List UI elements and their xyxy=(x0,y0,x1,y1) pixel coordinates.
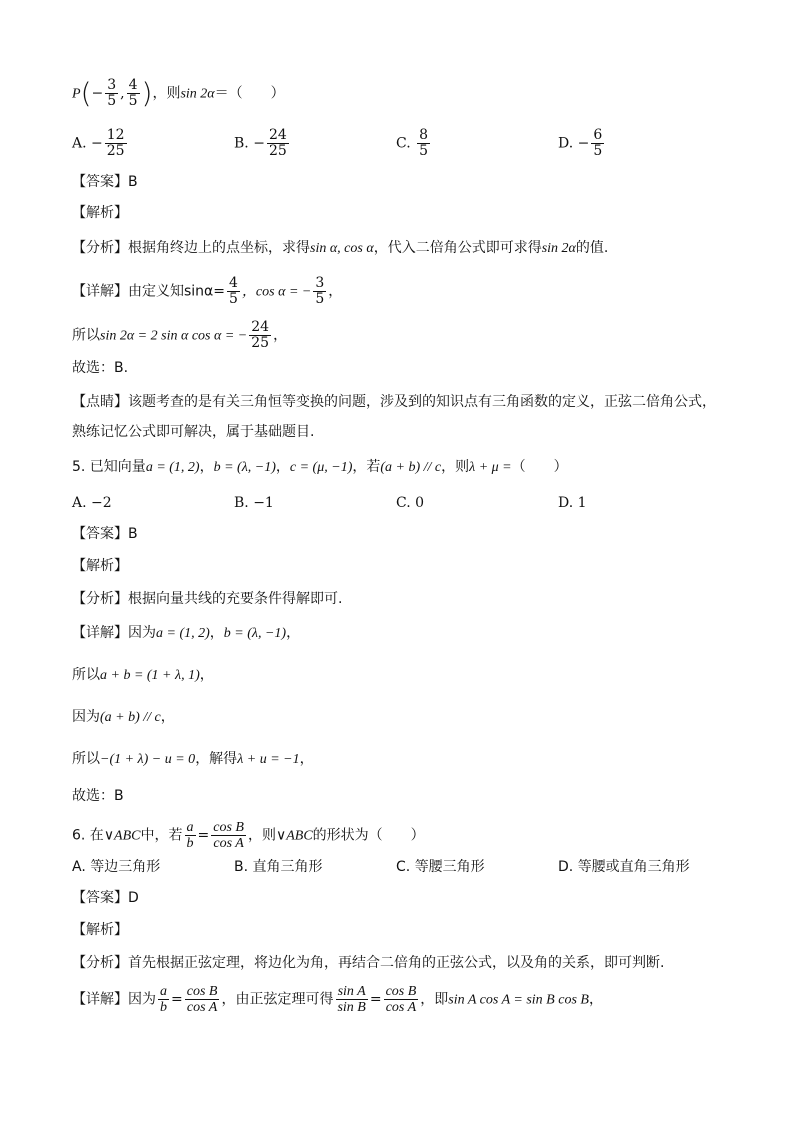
q4-option-c xyxy=(396,128,432,159)
q4-review-2: 熟练记忆公式即可解决，属于基础题目. xyxy=(72,424,315,440)
comma: ， xyxy=(299,751,314,767)
because-expr: (a + b) // c xyxy=(100,710,161,725)
q4-so xyxy=(72,320,287,351)
q6-stem-text: 6. 在 xyxy=(72,827,104,844)
comma: ， xyxy=(209,625,224,641)
opt-frac: $\frac{8}{5}$ xyxy=(419,127,429,159)
detail-cos: ，cos α = − xyxy=(241,284,312,300)
q5-detail xyxy=(72,623,300,644)
opt-label: D. xyxy=(558,495,574,511)
q4-option-b xyxy=(234,128,291,159)
detail-expr: sin A cos A = sin B cos B xyxy=(448,992,589,1008)
sum-text: 所以 xyxy=(72,667,100,683)
opt-label: B. xyxy=(234,859,249,875)
q6-option-d xyxy=(558,857,690,877)
q5-sum xyxy=(72,665,214,686)
q5-stem xyxy=(72,457,568,478)
q6-frac-l: $\frac{a}{b}$ xyxy=(186,820,194,851)
opt-frac: $\frac{12}{25}$ xyxy=(106,127,125,159)
opt-sign: − xyxy=(91,135,103,152)
opt-label: D. xyxy=(558,859,574,875)
paren-close: ) xyxy=(141,76,153,110)
fenxi-expr: sin 2α xyxy=(541,241,576,256)
comma: ， xyxy=(275,459,290,475)
eq-text: 所以 xyxy=(72,751,100,767)
fenxi-text: 的值. xyxy=(575,240,609,256)
opt-text: 直角三角形 xyxy=(252,859,323,875)
q4-choose: 故选：B. xyxy=(72,360,129,376)
detail-frac: $\frac{3}{5}$ xyxy=(315,275,325,307)
d-frac: $\frac{\text{cos B}}{\text{cos A}}$ xyxy=(385,984,417,1015)
q6-frac-r: $\frac{\text{cos B}}{\text{cos A}}$ xyxy=(213,820,244,851)
vec-b: b = (λ, −1) xyxy=(213,460,276,475)
q5-option-a xyxy=(72,493,112,513)
q4-ask: ，则 xyxy=(152,85,181,102)
q5-fenxi: 【分析】根据向量共线的充要条件得解即可. xyxy=(72,591,343,607)
paren-open: ( xyxy=(80,76,92,110)
eq-expr: λ + u = −1 xyxy=(237,752,300,767)
opt-label: C. xyxy=(396,859,411,875)
frac-x: $\frac{3}{5}$ xyxy=(107,77,117,109)
q5-choose: 故选：B xyxy=(72,788,124,804)
vec-c: c = (μ, −1) xyxy=(289,460,353,475)
detail-sin: sinα= xyxy=(184,283,226,300)
q4-fenxi xyxy=(72,238,608,259)
q5-expr: λ + μ = xyxy=(469,460,512,475)
q5-eq xyxy=(72,749,314,770)
q5-tail: （ ） xyxy=(511,459,568,475)
detail-text: 【详解】因为 xyxy=(72,991,156,1008)
comma: ， xyxy=(199,459,214,475)
minus-sign: − xyxy=(91,85,104,102)
frac-y: $\frac{4}{5}$ xyxy=(128,77,138,109)
opt-label: B. xyxy=(234,135,249,152)
point-label: P xyxy=(72,86,81,102)
d-frac: $\frac{a}{b}$ xyxy=(160,984,167,1015)
d-frac: $\frac{\text{cos B}}{\text{cos A}}$ xyxy=(186,984,218,1015)
detail-vec: a = (1, 2) xyxy=(156,626,210,641)
q4-review-1: 【点睛】该题考查的是有关三角恒等变换的问题，涉及到的知识点有三角函数的定义，正弦二倍角公式， xyxy=(72,394,716,410)
so-end: ， xyxy=(273,327,288,344)
q6-stem-text: 中，若 xyxy=(140,827,183,844)
q6-tri: ∨ABC xyxy=(103,828,141,844)
so-expr: sin 2α = 2 sin α cos α = − xyxy=(100,328,248,344)
detail-text: ，即 xyxy=(420,991,449,1008)
eq-text: ，解得 xyxy=(195,751,238,767)
q4-ask-tail: ＝（ ） xyxy=(214,85,285,102)
opt-frac: $\frac{6}{5}$ xyxy=(593,127,603,159)
vec-a: a = (1, 2) xyxy=(145,460,200,475)
detail-text: 【详解】因为 xyxy=(72,625,156,641)
q4-answer: 【答案】B xyxy=(72,174,138,190)
d-frac: $\frac{\text{sin A}}{\text{sin B}}$ xyxy=(337,984,366,1015)
detail-text: 【详解】由定义知 xyxy=(72,283,184,300)
opt-sign: − xyxy=(253,135,265,152)
detail-frac: $\frac{4}{5}$ xyxy=(229,275,238,307)
opt-label: A. xyxy=(72,135,87,152)
q6-detail: 【详解】因为 $\frac{a}{b}$ = $\frac{\text{cos B}}{\text{cos A}}$ ，由正弦定理可得 $\frac{\text{sin A}}{\text{sin B}}$ = $\frac{\text{cos B}}{\text{cos A}}$ ，即sin A cos A = sin B cos B， xyxy=(72,984,603,1015)
q4-ask-expr: sin 2α xyxy=(180,86,215,102)
opt-label: A. xyxy=(72,859,86,875)
opt-text: −2 xyxy=(91,495,112,511)
q5-option-c xyxy=(396,493,424,513)
opt-label: D. xyxy=(558,135,574,152)
q4-option-a xyxy=(72,128,129,159)
q6-stem-text: ，则 xyxy=(247,827,276,844)
q4-option-d xyxy=(558,128,606,159)
opt-label: B. xyxy=(234,495,249,511)
q5-then: ，则 xyxy=(441,459,470,475)
q6-analysis-head: 【解析】 xyxy=(72,922,128,938)
q5-option-b xyxy=(234,493,274,513)
opt-label: C. xyxy=(396,135,411,152)
q6-tri: ∨ABC xyxy=(275,828,313,844)
q4-analysis-head: 【解析】 xyxy=(72,205,128,221)
so-text: 所以 xyxy=(72,327,100,344)
opt-label: A. xyxy=(72,495,87,511)
fenxi-text: 【分析】根据角终边上的点坐标，求得 xyxy=(72,240,310,256)
q5-option-d xyxy=(558,493,587,513)
q5-analysis-head: 【解析】 xyxy=(72,558,128,574)
sum-expr: a + b = (1 + λ, 1) xyxy=(100,668,200,683)
q5-answer: 【答案】B xyxy=(72,526,138,542)
comma: ， xyxy=(286,625,301,641)
opt-frac: $\frac{24}{25}$ xyxy=(268,127,287,159)
q6-tail: 的形状为（ ） xyxy=(312,827,425,844)
detail-text: ，由正弦定理可得 xyxy=(221,991,334,1008)
because-text: 因为 xyxy=(72,709,100,725)
q6-option-c xyxy=(396,857,485,877)
comma: ， xyxy=(160,709,175,725)
q5-if: ，若 xyxy=(352,459,381,475)
q5-stem-text: 5. 已知向量 xyxy=(72,459,146,475)
opt-text: 等腰或直角三角形 xyxy=(577,859,690,875)
opt-text: −1 xyxy=(253,495,274,511)
detail-end: ， xyxy=(588,991,603,1008)
opt-text: 1 xyxy=(577,495,587,511)
q4-stem-line: P(− $\frac{3}{5}$ , $\frac{4}{5}$ )，则sin 2α＝（ ） xyxy=(72,76,285,110)
opt-text: 等腰三角形 xyxy=(414,859,485,875)
opt-text: 等边三角形 xyxy=(90,859,161,875)
q6-answer: 【答案】D xyxy=(72,890,139,906)
detail-vec: b = (λ, −1) xyxy=(223,626,287,641)
fenxi-text: ，代入二倍角公式即可求得 xyxy=(373,240,542,256)
q4-detail xyxy=(72,276,342,307)
q5-cond: (a + b) // c xyxy=(380,460,442,475)
opt-text: 0 xyxy=(415,495,425,511)
q6-option-a xyxy=(72,857,160,877)
fenxi-expr: sin α, cos α xyxy=(310,241,374,256)
so-frac: $\frac{24}{25}$ xyxy=(251,319,270,351)
comma: ， xyxy=(199,667,214,683)
q6-option-b xyxy=(234,857,323,877)
q6-stem: 6. 在∨ABC中，若 $\frac{a}{b}$ = $\frac{\text{cos B}}{\text{cos A}}$ ，则∨ABC的形状为（ ） xyxy=(72,820,425,851)
eq-expr: −(1 + λ) − u = 0 xyxy=(100,752,196,767)
q5-because xyxy=(72,707,175,728)
opt-sign: − xyxy=(577,135,590,152)
opt-label: C. xyxy=(396,495,411,511)
detail-end: ， xyxy=(328,283,343,300)
q6-fenxi: 【分析】首先根据正弦定理，将边化为角，再结合二倍角的正弦公式，以及角的关系，即可判断. xyxy=(72,955,665,971)
